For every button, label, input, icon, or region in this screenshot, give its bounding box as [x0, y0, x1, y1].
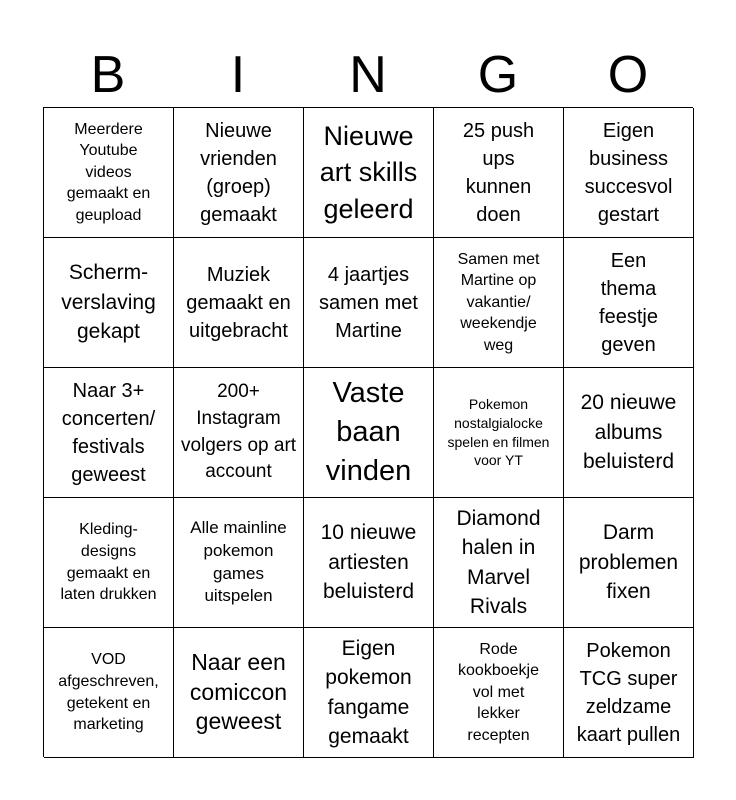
cell-text: Nieuwe art skills geleerd	[319, 120, 418, 224]
cell-text: Darm problemen fixen	[578, 521, 679, 604]
cell-text: Eigen pokemon fangame gemaakt	[325, 636, 412, 748]
cell-text: Alle mainline pokemon games uitspelen	[190, 517, 287, 606]
cell-text: Vaste baan vinden	[325, 376, 412, 488]
cell-text: Scherm-verslaving gekapt	[61, 261, 156, 344]
bingo-cell[interactable]	[564, 238, 694, 368]
header-letter-b: B	[90, 46, 126, 104]
cell-text: Rode kookboekje vol met lekker recepten	[458, 640, 539, 744]
bingo-cell[interactable]	[434, 238, 564, 368]
bingo-cell[interactable]	[434, 368, 564, 498]
cell-text: 10 nieuwe artiesten beluisterd	[320, 521, 417, 604]
bingo-cell[interactable]	[564, 498, 694, 628]
bingo-cell[interactable]	[564, 368, 694, 498]
cell-text: Samen met Martine op vakantie/ weekendje weg	[457, 250, 540, 354]
cell-text: Meerdere Youtube videos gemaakt en geupload	[66, 120, 151, 224]
cell-text: Pokemon nostalgialocke spelen en filmen voor YT	[447, 395, 550, 469]
cell-text: 20 nieuwe albums beluisterd	[580, 391, 677, 474]
bingo-cell[interactable]	[44, 238, 174, 368]
cell-text: 4 jaartjes samen met Martine	[319, 263, 418, 342]
bingo-cell[interactable]	[174, 498, 304, 628]
header-letter-i: I	[230, 46, 246, 104]
bingo-cell[interactable]	[304, 498, 434, 628]
cell-text: 200+ Instagram volgers op art account	[180, 381, 297, 483]
cell-text: Naar een comiccon geweest	[189, 648, 288, 735]
bingo-cell[interactable]	[44, 628, 174, 758]
cell-text: Diamond halen in Marvel Rivals	[456, 506, 541, 618]
bingo-cell[interactable]	[564, 628, 694, 758]
bingo-cell[interactable]	[434, 628, 564, 758]
bingo-cell[interactable]	[174, 368, 304, 498]
cell-text: Nieuwe vrienden (groep) gemaakt	[200, 119, 277, 226]
cell-text: VOD afgeschreven, getekent en marketing	[58, 651, 159, 734]
bingo-grid	[43, 107, 693, 757]
cell-text: Eigen business succesvol gestart	[584, 119, 673, 226]
bingo-cell[interactable]	[174, 238, 304, 368]
header-letter-n: N	[349, 46, 387, 104]
cell-text: Een thema feestje geven	[599, 249, 658, 356]
bingo-header	[43, 44, 693, 106]
cell-text: Naar 3+ concerten/ festivals geweest	[61, 379, 156, 486]
cell-text: Muziek gemaakt en uitgebracht	[186, 263, 291, 342]
bingo-cell[interactable]	[304, 238, 434, 368]
cell-text: 25 push ups kunnen doen	[462, 119, 535, 226]
bingo-cell[interactable]	[304, 108, 434, 238]
bingo-cell[interactable]	[304, 628, 434, 758]
cell-text: Kleding-designs gemaakt en laten drukken	[60, 521, 157, 604]
cell-text: Pokemon TCG super zeldzame kaart pullen	[576, 639, 681, 746]
bingo-cell[interactable]	[434, 108, 564, 238]
bingo-cell[interactable]	[44, 108, 174, 238]
bingo-cell[interactable]	[304, 368, 434, 498]
bingo-cell[interactable]	[434, 498, 564, 628]
bingo-cell[interactable]	[44, 498, 174, 628]
bingo-cell[interactable]	[44, 368, 174, 498]
bingo-cell[interactable]	[174, 628, 304, 758]
bingo-cell[interactable]	[564, 108, 694, 238]
header-letter-g: G	[477, 46, 519, 104]
header-letter-o: O	[607, 46, 649, 104]
bingo-cell[interactable]	[174, 108, 304, 238]
